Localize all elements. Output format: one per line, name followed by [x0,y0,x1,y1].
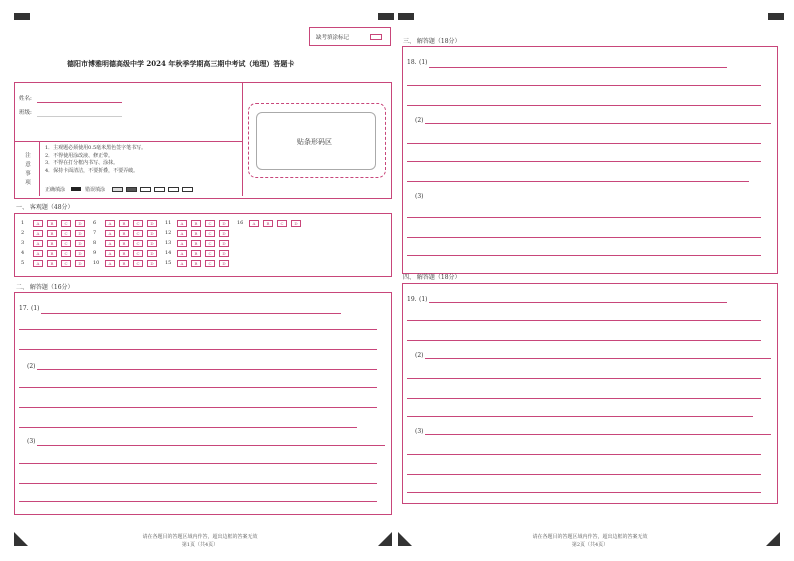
mc-option-7-C[interactable]: C [133,230,143,237]
info-divider-h [15,141,242,142]
mc-question-number: 4 [21,250,25,256]
mc-option-12-D[interactable]: D [219,230,229,237]
mc-question-number: 16 [237,220,244,226]
mc-option-12-C[interactable]: C [205,230,215,237]
q18-part-1-label: (1) [419,59,428,66]
section-2-title: 二、 解答题（16分） [16,284,74,291]
corner-mark-tr [768,13,784,20]
mc-option-9-D[interactable]: D [147,250,157,257]
q18-answer-line[interactable] [407,237,761,238]
q17-answer-line[interactable] [19,407,377,408]
mc-option-10-A[interactable]: A [105,260,115,267]
q17-answer-line[interactable] [19,349,377,350]
mc-option-5-D[interactable]: D [75,260,85,267]
mc-question-number: 6 [93,220,97,226]
corner-triangle-bl [14,532,28,546]
corner-triangle-bm [378,532,392,546]
correct-fill-sample [71,187,81,191]
q18-answer-line[interactable] [407,217,761,218]
mc-option-15-C[interactable]: C [205,260,215,267]
mc-option-1-B[interactable]: B [47,220,57,227]
wrong-fill-sample-2 [126,187,137,192]
notice-item: 4．保持卡面清洁，不要折叠，不要弄破。 [45,167,139,174]
q19-answer-line[interactable] [407,320,761,321]
q17-part-2-label: (2) [27,363,36,370]
q19-answer-line[interactable] [407,340,761,341]
mc-question-number: 1 [21,220,25,226]
corner-mark-tl [14,13,30,20]
class-label: 班级: [19,110,32,116]
q18-part-3-label: (3) [415,193,424,200]
mc-option-11-A[interactable]: A [177,220,187,227]
mc-question-number: 9 [93,250,97,256]
mc-option-11-D[interactable]: D [219,220,229,227]
q17-answer-line[interactable] [19,501,377,502]
mc-option-8-C[interactable]: C [133,240,143,247]
mc-option-4-B[interactable]: B [47,250,57,257]
absent-mark-box [309,27,391,46]
q17-answer-line[interactable] [41,313,341,314]
info-divider-v [242,83,243,196]
mc-question-number: 12 [165,230,172,236]
mc-option-1-A[interactable]: A [33,220,43,227]
mc-option-3-A[interactable]: A [33,240,43,247]
mc-option-5-A[interactable]: A [33,260,43,267]
q19-answer-line[interactable] [407,378,761,379]
mc-option-5-B[interactable]: B [47,260,57,267]
q18-answer-line[interactable] [407,105,761,106]
mc-question-number: 3 [21,240,25,246]
mc-option-4-D[interactable]: D [75,250,85,257]
q19-answer-line[interactable] [425,358,771,359]
q18-number: 18. [407,59,417,66]
q17-answer-line[interactable] [37,369,377,370]
mc-option-8-B[interactable]: B [119,240,129,247]
mc-option-14-A[interactable]: A [177,250,187,257]
notice-item: 1．主观题必须使用0.5毫米黑色签字笔书写。 [45,145,147,151]
mc-question-number: 10 [93,260,100,266]
q17-number: 17. [19,305,29,312]
mc-question-number: 13 [165,240,172,246]
mc-option-8-D[interactable]: D [147,240,157,247]
footer-right: 请在各题目的答题区域内作答，超出边框的答案无效 第2页（共4页） [532,534,648,548]
corner-triangle-bm2 [398,532,412,546]
wrong-fill-sample-1 [112,187,123,192]
info-box [14,82,392,199]
q17-answer-line[interactable] [37,445,385,446]
mc-option-6-A[interactable]: A [105,220,115,227]
q17-answer-line[interactable] [19,329,377,330]
q17-answer-line[interactable] [19,427,357,428]
mc-option-16-D[interactable]: D [291,220,301,227]
absent-mark-label: 缺考填涂标记 [316,35,350,41]
corner-mark-tm2 [398,13,414,20]
barcode-label: 贴条形码区 [297,138,332,146]
mc-option-13-A[interactable]: A [177,240,187,247]
mc-option-14-D[interactable]: D [219,250,229,257]
section-1-title: 一、 客观题（48分） [16,204,74,211]
mc-option-13-C[interactable]: C [205,240,215,247]
wrong-fill-sample-3 [140,187,151,192]
mc-option-4-C[interactable]: C [61,250,71,257]
mc-option-15-A[interactable]: A [177,260,187,267]
q18-box [402,46,778,274]
section-3-title: 三、 解答题（18分） [403,38,461,45]
mc-option-3-D[interactable]: D [75,240,85,247]
q19-answer-line[interactable] [407,474,761,475]
q17-box [14,292,392,515]
mc-option-6-C[interactable]: C [133,220,143,227]
mc-option-6-B[interactable]: B [119,220,129,227]
name-field[interactable] [37,102,122,103]
q19-answer-line[interactable] [407,416,753,417]
mc-option-7-D[interactable]: D [147,230,157,237]
mc-option-2-A[interactable]: A [33,230,43,237]
q17-answer-line[interactable] [19,483,377,484]
mc-question-number: 14 [165,250,172,256]
mc-question-number: 8 [93,240,97,246]
mc-option-10-D[interactable]: D [147,260,157,267]
mc-option-14-C[interactable]: C [205,250,215,257]
mc-option-8-A[interactable]: A [105,240,115,247]
q17-part-1-label: (1) [31,305,40,312]
notice-side-divider [39,141,40,196]
corner-mark-tm [378,13,394,20]
q19-box [402,283,778,504]
mc-option-1-D[interactable]: D [75,220,85,227]
mc-option-13-D[interactable]: D [219,240,229,247]
mc-option-15-D[interactable]: D [219,260,229,267]
mc-question-number: 5 [21,260,25,266]
q19-part-1-label: (1) [419,296,428,303]
footer-left: 请在各题目的答题区域内作答，超出边框的答案无效 第1页（共4页） [142,534,258,548]
page-title: 德阳市博雅明德高级中学 2024 年秋季学期高三期中考试（地理）答题卡 [67,59,295,68]
mc-option-9-B[interactable]: B [119,250,129,257]
notice-list [45,145,146,175]
notice-item: 3．不得在打分框内书写、涂抹。 [45,160,119,166]
q17-answer-line[interactable] [19,387,377,388]
name-label: 姓名: [19,96,32,102]
section-4-title: 四、 解答题（18分） [403,274,461,281]
mc-option-15-B[interactable]: B [191,260,201,267]
q17-part-3-label: (3) [27,438,36,445]
q18-answer-line[interactable] [407,85,761,86]
barcode-inner [256,112,376,170]
notice-item: 2．不得使用涂改液、修正带。 [45,152,114,159]
wrong-fill-sample-6 [182,187,193,192]
mc-option-5-C[interactable]: C [61,260,71,267]
mc-option-7-A[interactable]: A [105,230,115,237]
q18-answer-line[interactable] [407,161,761,162]
q18-answer-line[interactable] [425,123,771,124]
mc-option-10-B[interactable]: B [119,260,129,267]
mc-option-4-A[interactable]: A [33,250,43,257]
mc-question-number: 15 [165,260,172,266]
q19-answer-line[interactable] [407,398,761,399]
mc-question-number: 11 [165,220,172,226]
mc-option-3-B[interactable]: B [47,240,57,247]
q19-part-3-label: (3) [415,428,424,435]
mc-option-9-C[interactable]: C [133,250,143,257]
mc-option-12-B[interactable]: B [191,230,201,237]
mc-option-2-B[interactable]: B [47,230,57,237]
mc-box [14,213,392,277]
q18-answer-line[interactable] [407,143,761,144]
mc-area [15,214,391,276]
class-field[interactable] [37,116,122,117]
mc-option-1-C[interactable]: C [61,220,71,227]
mc-option-9-A[interactable]: A [105,250,115,257]
q18-part-2-label: (2) [415,117,424,124]
wrong-fill-sample-5 [168,187,179,192]
q19-part-2-label: (2) [415,352,424,359]
mc-option-2-D[interactable]: D [75,230,85,237]
q17-answer-line[interactable] [19,463,377,464]
q19-answer-line[interactable] [425,434,771,435]
correct-fill-label: 正确填涂 [45,187,66,193]
notice-side-label: 注 意 事 项 [25,153,31,186]
q18-answer-line[interactable] [407,255,761,256]
wrong-fill-label: 错误填涂 [85,187,106,193]
absent-mark-checkbox[interactable] [370,34,382,40]
q18-answer-line[interactable] [407,181,749,182]
q19-answer-line[interactable] [407,492,761,493]
mc-option-10-C[interactable]: C [133,260,143,267]
mc-option-16-B[interactable]: B [263,220,273,227]
q19-answer-line[interactable] [429,302,727,303]
mc-option-11-B[interactable]: B [191,220,201,227]
mc-option-16-C[interactable]: C [277,220,287,227]
q19-number: 19. [407,296,417,303]
mc-option-7-B[interactable]: B [119,230,129,237]
wrong-fill-sample-4 [154,187,165,192]
mc-question-number: 2 [21,230,25,236]
mc-option-13-B[interactable]: B [191,240,201,247]
corner-triangle-br [766,532,780,546]
mc-option-6-D[interactable]: D [147,220,157,227]
mc-option-2-C[interactable]: C [61,230,71,237]
q19-answer-line[interactable] [407,454,761,455]
q18-answer-line[interactable] [429,67,727,68]
mc-option-16-A[interactable]: A [249,220,259,227]
mc-question-number: 7 [93,230,97,236]
mc-option-11-C[interactable]: C [205,220,215,227]
mc-option-14-B[interactable]: B [191,250,201,257]
mc-option-12-A[interactable]: A [177,230,187,237]
mc-option-3-C[interactable]: C [61,240,71,247]
